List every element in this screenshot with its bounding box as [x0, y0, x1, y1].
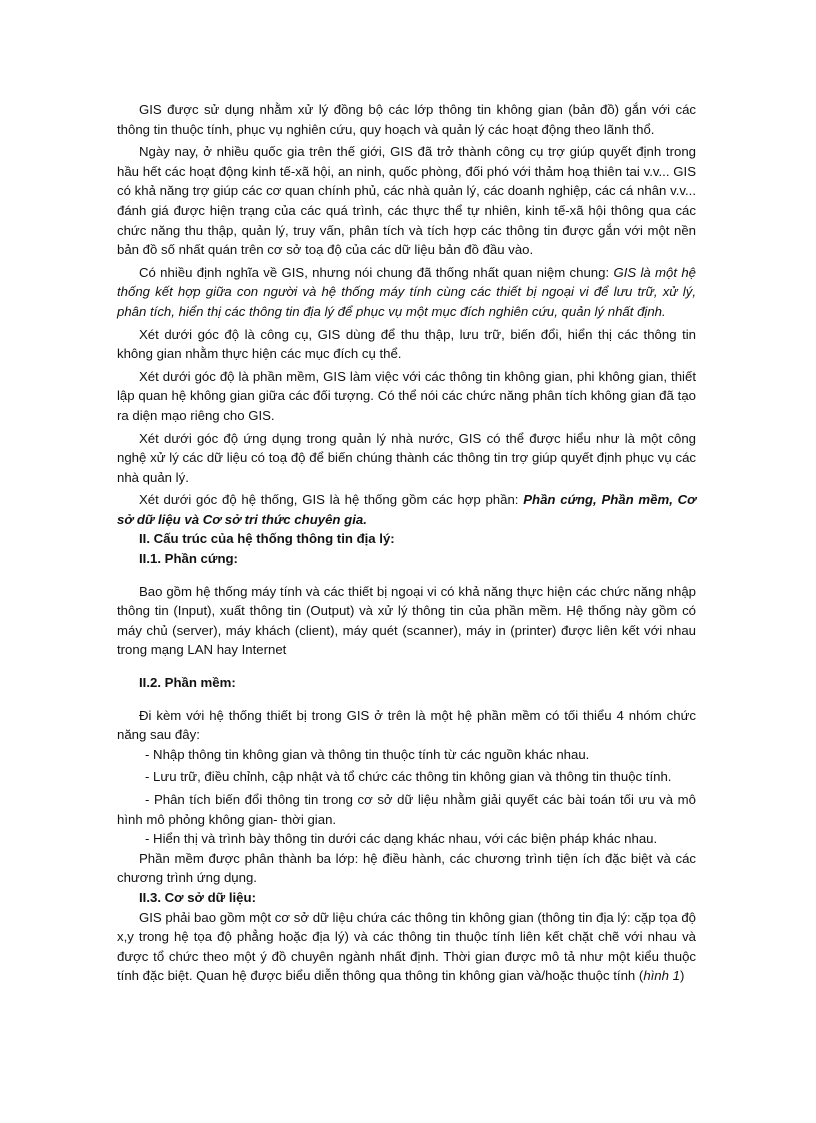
heading-hardware: II.1. Phần cứng:	[139, 551, 238, 567]
figure-reference: hình 1	[643, 968, 680, 984]
software-bullet-display: - Hiển thị và trình bày thông tin dưới các dạng khác nhau, với các biện pháp khác nhau.	[145, 831, 658, 847]
heading-structure: II. Cấu trúc của hệ thống thông tin địa lý:	[139, 531, 395, 547]
definition-lead: Có nhiều định nghĩa về GIS, nhưng nói chung đã thống nhất quan niệm chung:	[139, 264, 614, 280]
paragraph-gis-management: Xét dưới góc độ ứng dụng trong quản lý nhà nước, GIS có thể được hiểu như là một công nghệ xử lý các dữ liệu có toạ độ để biến chúng thành các thông tin trợ giúp quyết định phục vụ các nhà quản lý.	[117, 430, 696, 485]
paragraph-software-intro: Đi kèm với hệ thống thiết bị trong GIS ở trên là một hệ phần mềm có tối thiểu 4 nhóm chức năng sau đây:	[117, 707, 696, 743]
database-close: )	[679, 968, 685, 984]
paragraph-database	[117, 908, 696, 986]
definition-italic: GIS là một hệ thống kết hợp giữa con người và hệ thống máy tính cùng các thiết bị ngoại vi để lưu trữ, xử lý, phân tích, hiển thị các thông tin địa lý để phục vụ một mục đích nghiên cứu, quản lý nhất định.	[117, 264, 696, 319]
paragraph-gis-definition	[117, 263, 696, 322]
system-lead: Xét dưới góc độ hệ thống, GIS là hệ thống gồm các hợp phần:	[139, 492, 524, 508]
database-text: GIS phải bao gồm một cơ sở dữ liệu chứa các thông tin không gian (thông tin địa lý: cặp tọa độ x,y trong hệ tọa độ phẳng hoặc địa lý) và các thông tin thuộc tính liên kết chặt chẽ với nhau và được tổ chức theo một ý đồ chuyên ngành nhất định. Thời gian được mô tả như một kiểu thuộc tính đặc biệt. Quan hệ được biểu diễn thông qua thông tin không gian và/hoặc thuộc tính (	[117, 909, 696, 984]
paragraph-gis-today: Ngày nay, ở nhiều quốc gia trên thế giới, GIS đã trở thành công cụ trợ giúp quyết định trong hầu hết các hoạt động kinh tế-xã hội, an ninh, quốc phòng, đối phó với thảm hoạ thiên tai v.v... GIS có khả năng trợ giúp các cơ quan chính phủ, các nhà quản lý, các doanh nghiệp, các cá nhân v.v... đánh giá được hiện trạng của các quá trình, các thực thể tự nhiên, kinh tế-xã hội thông qua các chức năng thu thập, quản lý, truy vấn, phân tích và tích hợp các thông tin được gắn với một nền bản đồ số nhất quán trên cơ sở toạ độ của các dữ liệu bản đồ đầu vào.	[117, 144, 696, 258]
heading-database: II.3. Cơ sở dữ liệu:	[139, 889, 256, 905]
software-bullet-storage: - Lưu trữ, điều chỉnh, cập nhật và tổ chức các thông tin không gian và thông tin thuộc tính.	[145, 769, 672, 785]
paragraph-gis-purpose: GIS được sử dụng nhằm xử lý đồng bộ các lớp thông tin không gian (bản đồ) gắn với các thông tin thuộc tính, phục vụ nghiên cứu, quy hoạch và quản lý các hoạt động theo lãnh thổ.	[117, 102, 696, 137]
paragraph-gis-system	[117, 490, 696, 529]
paragraph-hardware: Bao gồm hệ thống máy tính và các thiết bị ngoại vi có khả năng thực hiện các chức năng nhập thông tin (Input), xuất thông tin (Output) và xử lý thông tin của phần mềm. Hệ thống này gồm có máy chủ (server), máy khách (client), máy quét (scanner), máy in (printer) được liên kết với nhau trong mạng LAN hay Internet	[117, 583, 696, 658]
paragraph-gis-tool: Xét dưới góc độ là công cụ, GIS dùng để thu thập, lưu trữ, biến đổi, hiển thị các thông tin không gian nhằm thực hiện các mục đích cụ thể.	[117, 326, 696, 362]
paragraph-gis-software: Xét dưới góc độ là phần mềm, GIS làm việc với các thông tin không gian, phi không gian, thiết lập quan hệ không gian giữa các đối tượng. Có thể nói các chức năng phân tích không gian đã tạo ra diện mạo riêng cho GIS.	[117, 368, 696, 423]
software-bullet-input: - Nhập thông tin không gian và thông tin thuộc tính từ các nguồn khác nhau.	[145, 746, 590, 762]
paragraph-software-layers: Phần mềm được phân thành ba lớp: hệ điều hành, các chương trình tiện ích đặc biệt và các chương trình ứng dụng.	[117, 850, 696, 886]
heading-software: II.2. Phần mềm:	[139, 675, 236, 691]
software-bullet-analysis: - Phân tích biến đổi thông tin trong cơ sở dữ liệu nhằm giải quyết các bài toán tối ưu và mô hình mô phỏng không gian- thời gian.	[117, 792, 696, 827]
system-components: Phần cứng, Phần mềm, Cơ sở dữ liệu và Cơ sở tri thức chuyên gia.	[117, 492, 696, 527]
